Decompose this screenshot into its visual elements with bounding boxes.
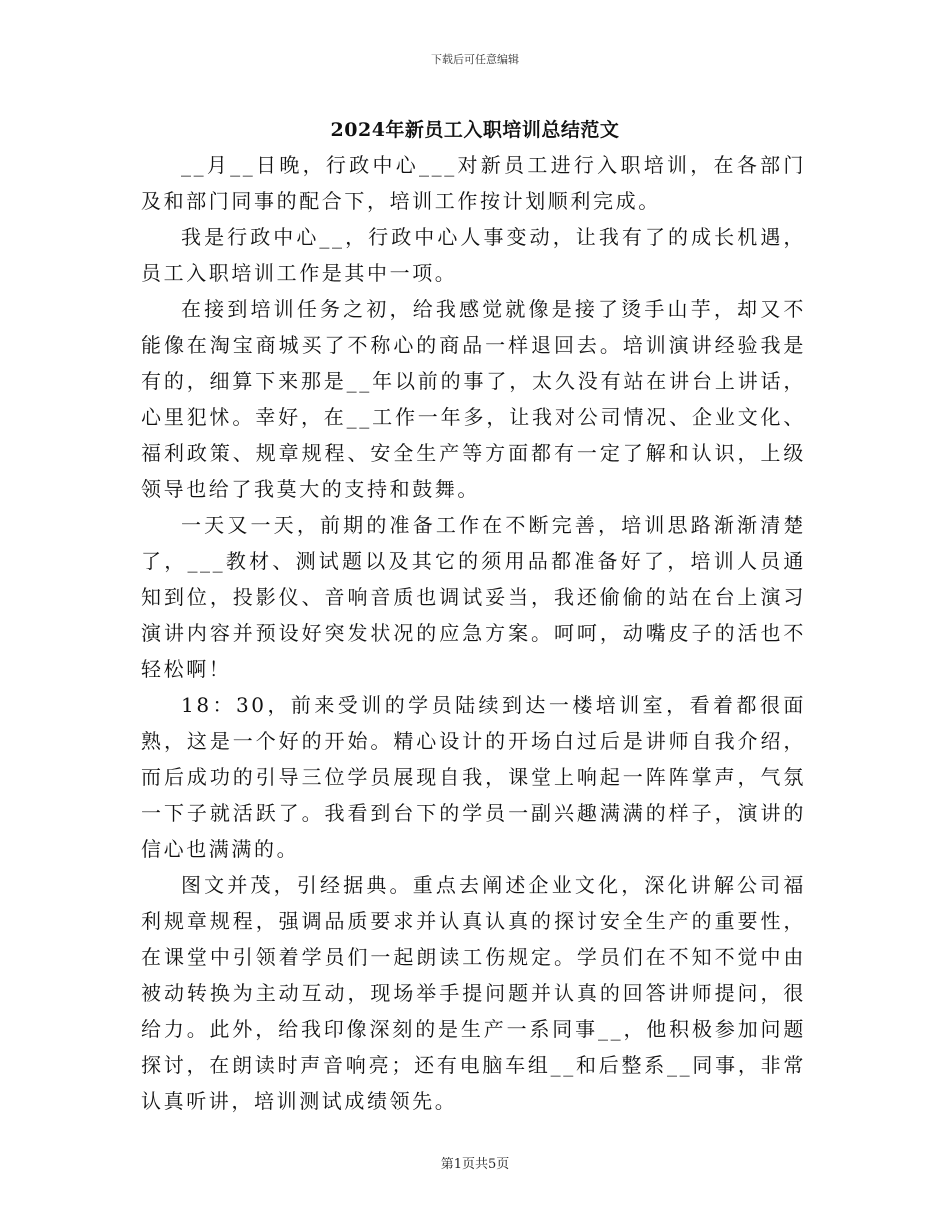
page-number: 第1页共5页: [440, 1157, 510, 1172]
paragraph-6: 图文并茂，引经据典。重点去阐述企业文化，深化讲解公司福利规章规程，强调品质要求并认真认真的探讨安全生产的重要性，在课堂中引领着学员们一起朗读工伤规定。学员们在不知不觉中由被动转换为主动互动，现场举手提问题并认真的回答讲师提问，很给力。此外，给我印像深刻的是生产一系同事__，他积极参加问题探讨，在朗读时声音响亮；还有电脑车组__和后整系__同事，非常认真听讲，培训测试成绩领先。: [141, 873, 806, 1113]
page-header-note: 下载后可任意编辑: [431, 53, 519, 66]
paragraph-3: 在接到培训任务之初，给我感觉就像是接了烫手山芋，却又不能像在淘宝商城买了不称心的商品一样退回去。培训演讲经验我是有的，细算下来那是__年以前的事了，太久没有站在讲台上讲话，心里犯怵。幸好，在__工作一年多，让我对公司情况、企业文化、福利政策、规章规程、安全生产等方面都有一定了解和认识，上级领导也给了我莫大的支持和鼓舞。: [141, 297, 806, 501]
document-title: 2024年新员工入职培训总结范文: [330, 119, 620, 141]
paragraph-4: 一天又一天，前期的准备工作在不断完善，培训思路渐渐清楚了，___教材、测试题以及其它的须用品都准备好了，培训人员通知到位，投影仪、音响音质也调试妥当，我还偷偷的站在台上演习演讲内容并预设好突发状况的应急方案。呵呵，动嘴皮子的活也不轻松啊！: [141, 513, 806, 681]
paragraph-1: __月__日晚，行政中心___对新员工进行入职培训，在各部门及和部门同事的配合下，培训工作按计划顺利完成。: [141, 153, 806, 213]
paragraph-2: 我是行政中心__，行政中心人事变动，让我有了的成长机遇，员工入职培训工作是其中一项。: [141, 225, 806, 285]
paragraph-5: 18：30，前来受训的学员陆续到达一楼培训室，看着都很面熟，这是一个好的开始。精心设计的开场白过后是讲师自我介绍，而后成功的引导三位学员展现自我，课堂上响起一阵阵掌声，气氛一下子就活跃了。我看到台下的学员一副兴趣满满的样子，演讲的信心也满满的。: [141, 693, 806, 861]
document-body: [141, 147, 806, 1119]
